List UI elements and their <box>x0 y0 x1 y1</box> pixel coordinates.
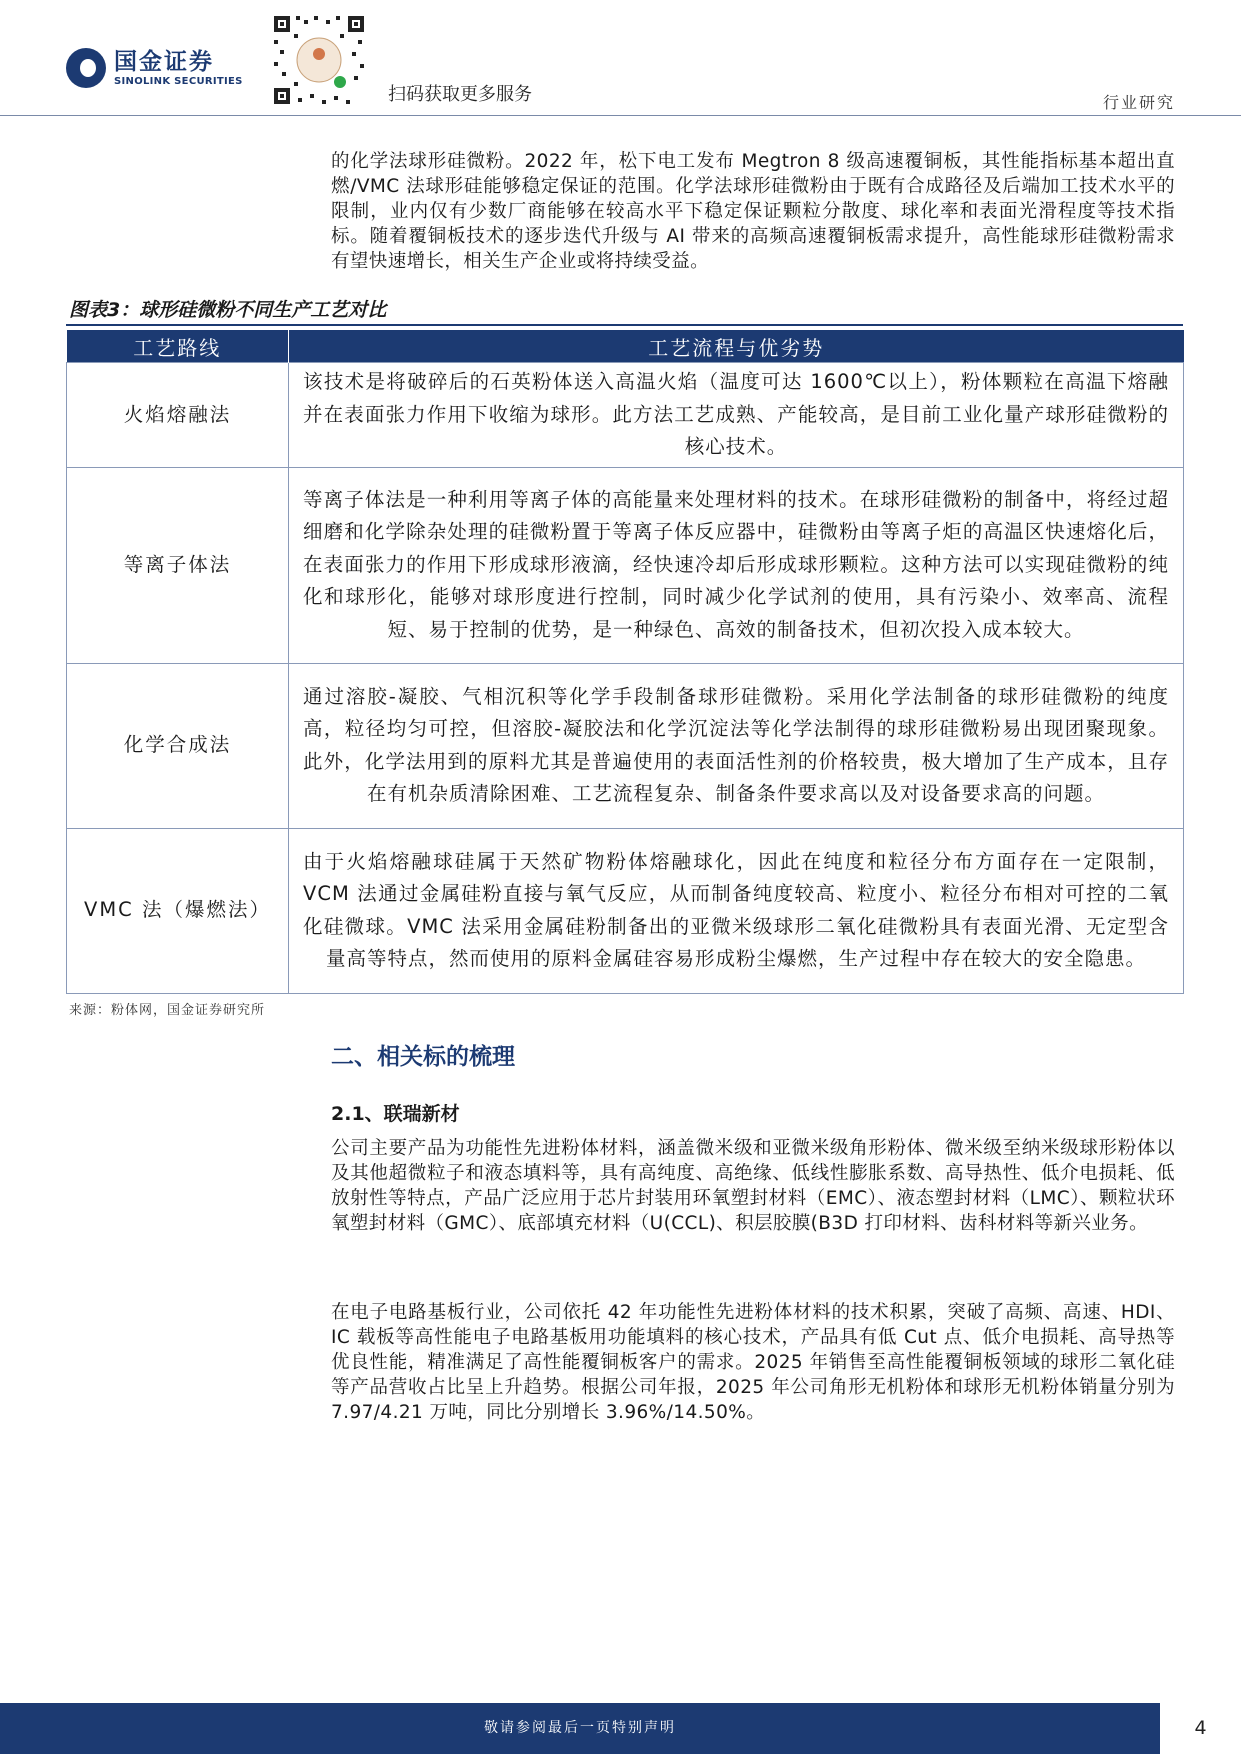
qr-caption: 扫码获取更多服务 <box>388 84 532 105</box>
header-divider <box>0 115 1241 116</box>
page-number: 4 <box>1194 1717 1207 1739</box>
route-cell: 等离子体法 <box>67 467 289 663</box>
route-cell: 化学合成法 <box>67 663 289 828</box>
intro-paragraph: 的化学法球形硅微粉。2022 年，松下电工发布 Megtron 8 级高速覆铜板，其性能指标基本超出直燃/VMC 法球形硅能够稳定保证的范围。化学法球形硅微粉由于既有合成路径及后端加工技术水平的限制，业内仅有少数厂商能够在较高水平下稳定保证颗粒分散度、球化率和表面光滑程度等技术指标。随着覆铜板技术的逐步迭代升级与 AI 带来的高频高速覆铜板需求提升，高性能球形硅微粉需求有望快速增长，相关生产企业或将持续受益。 <box>331 151 1175 272</box>
logo-cn-text: 国金证券 <box>114 48 214 75</box>
company-business-paragraph: 在电子电路基板行业，公司依托 42 年功能性先进粉体材料的技术积累，突破了高频、高速、HDI、IC 载板等高性能电子电路基板用功能填料的核心技术，产品具有低 Cut 点、低介电损耗、高导热等优良性能，精准满足了高性能覆铜板客户的需求。2025 年销售至高性能覆铜板领域的球形二氧化硅等产品营收占比呈上升趋势。根据公司年报，2025 年公司角形无机粉体和球形无机粉体销量分别为 7.97/4.21 万吨，同比分别增长 3.96%/14.50%。 <box>331 1302 1175 1423</box>
figure-title-rule <box>66 324 1183 326</box>
table-header-row <box>67 330 1184 363</box>
logo-mark-icon <box>66 48 106 88</box>
process-cell: 由于火焰熔融球硅属于天然矿物粉体熔融球化，因此在纯度和粒径分布方面存在一定限制，VCM 法通过金属硅粉直接与氧气反应，从而制备纯度较高、粒度小、粒径分布相对可控的二氧化硅微球。VMC 法采用金属硅粉制备出的亚微米级球形二氧化硅微粉具有表面光滑、无定型含量高等特点，然而使用的原料金属硅容易形成粉尘爆燃，生产过程中存在较大的安全隐患。 <box>289 828 1184 993</box>
route-cell: VMC 法（爆燃法） <box>67 828 289 993</box>
footer-notice: 敬请参阅最后一页特别声明 <box>484 1720 676 1736</box>
page-header <box>0 0 1241 118</box>
logo-en-text: SINOLINK SECURITIES <box>114 75 243 87</box>
table-row <box>67 363 1184 468</box>
company-logo <box>66 48 243 88</box>
column-header-route: 工艺路线 <box>67 330 289 363</box>
process-comparison-table <box>66 330 1184 994</box>
process-cell: 该技术是将破碎后的石英粉体送入高温火焰（温度可达 1600℃以上），粉体颗粒在高温下熔融并在表面张力作用下收缩为球形。此方法工艺成熟、产能较高，是目前工业化量产球形硅微粉的核心技术。 <box>289 363 1184 468</box>
section-heading: 二、相关标的梳理 <box>331 1044 515 1070</box>
process-cell: 等离子体法是一种利用等离子体的高能量来处理材料的技术。在球形硅微粉的制备中，将经过超细磨和化学除杂处理的硅微粉置于等离子体反应器中，硅微粉由等离子炬的高温区快速熔化后，在表面张力的作用下形成球形液滴，经快速冷却后形成球形颗粒。这种方法可以实现硅微粉的纯化和球形化，能够对球形度进行控制，同时减少化学试剂的使用，具有污染小、效率高、流程短、易于控制的优势，是一种绿色、高效的制备技术，但初次投入成本较大。 <box>289 467 1184 663</box>
qr-code-icon[interactable] <box>268 10 370 110</box>
figure-title: 图表3：球形硅微粉不同生产工艺对比 <box>69 299 387 321</box>
section-label: 行业研究 <box>1102 93 1175 112</box>
table-row <box>67 828 1184 993</box>
table-row <box>67 663 1184 828</box>
company-products-paragraph: 公司主要产品为功能性先进粉体材料，涵盖微米级和亚微米级角形粉体、微米级至纳米级球形粉体以及其他超微粒子和液态填料等，具有高纯度、高绝缘、低线性膨胀系数、高导热性、低介电损耗、低放射性等特点，产品广泛应用于芯片封装用环氧塑封材料（EMC）、液态塑封材料（LMC）、颗粒状环氧塑封材料（GMC）、底部填充材料（U(CCL)、积层胶膜(B3D 打印材料、齿科材料等新兴业务。 <box>331 1138 1175 1234</box>
figure-source: 来源：粉体网，国金证券研究所 <box>69 1003 266 1018</box>
subsection-heading: 2.1、联瑞新材 <box>331 1103 460 1125</box>
table-row <box>67 467 1184 663</box>
process-cell: 通过溶胶-凝胶、气相沉积等化学手段制备球形硅微粉。采用化学法制备的球形硅微粉的纯度高，粒径均匀可控，但溶胶-凝胶法和化学沉淀法等化学法制得的球形硅微粉易出现团聚现象。此外，化学法用到的原料尤其是普遍使用的表面活性剂的价格较贵，极大增加了生产成本，且存在有机杂质清除困难、工艺流程复杂、制备条件要求高以及对设备要求高的问题。 <box>289 663 1184 828</box>
route-cell: 火焰熔融法 <box>67 363 289 468</box>
column-header-process: 工艺流程与优劣势 <box>289 330 1184 363</box>
page-footer <box>0 1703 1241 1754</box>
